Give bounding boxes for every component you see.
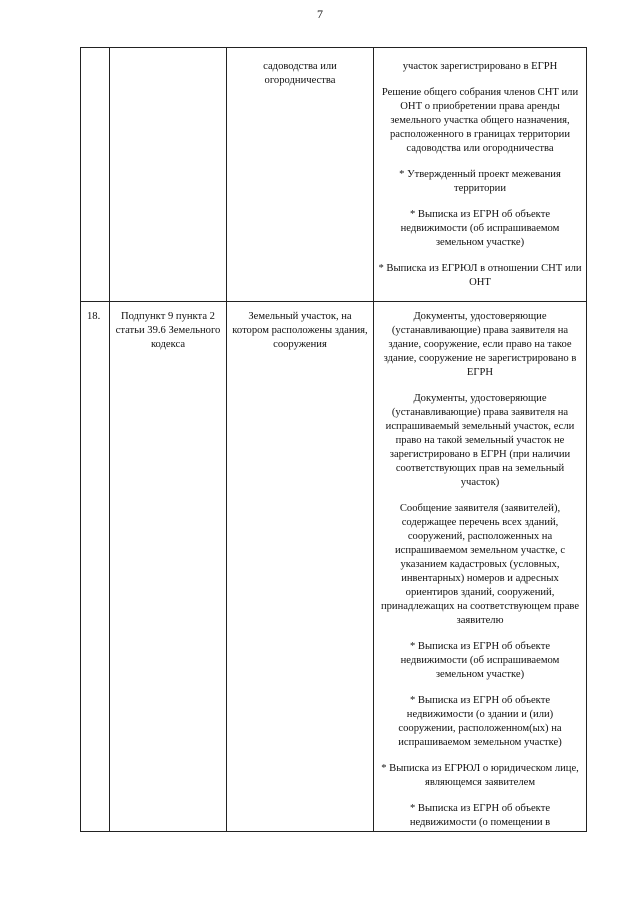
continued-row-subject: садоводства или огородничества [263,61,337,86]
document-item: Документы, удостоверяющие (устанавливающие) права заявителя на здание, сооружение, если право на такое здание, сооружение не зарегистрировано в ЕГРН [383,311,577,378]
page-number: 7 [317,7,323,21]
table-column-divider [373,48,374,831]
document-item: * Выписка из ЕГРН об объекте недвижимости (о здании и (или) сооружении, расположенном(ых) на испрашиваемом земельном участке) [398,695,562,748]
document-table [80,47,587,832]
document-item: Сообщение заявителя (заявителей), содержащее перечень всех зданий, сооружений, расположенных на испрашиваемом земельном участке, с указанием кадастровых (условных, инвентарных) номеров и адресных ориентиров зданий, сооружений, принадлежащих на соответствующем праве заявителю [380,503,580,626]
document-item: * Выписка из ЕГРН об объекте недвижимости (об испрашиваемом земельном участке) [400,209,560,248]
continued-row-documents [377,60,583,302]
row-number: 18. [87,311,101,322]
document-item: Решение общего собрания членов СНТ или ОНТ о приобретении права аренды земельного участка общего назначения, расположенного в границах территории садоводства или огородничества [381,87,579,154]
document-item: * Выписка из ЕГРН об объекте недвижимости (о помещении в [409,803,551,828]
document-item: Документы, удостоверяющие (устанавливающие) права заявителя на испрашиваемый земельный участок, если право на такой земельный участок не зарегистрировано в ЕГРН (при наличии соответствующих прав на земельный участок) [385,393,575,488]
row-subject: Земельный участок, на котором расположены здания, сооружения [232,311,368,350]
document-item: * Выписка из ЕГРЮЛ в отношении СНТ или ОНТ [378,263,582,288]
document-item: * Утвержденный проект межевания территории [399,169,561,194]
row-documents [377,310,583,842]
document-item: * Выписка из ЕГРЮЛ о юридическом лице, являющемся заявителем [381,763,579,788]
document-item: участок зарегистрировано в ЕГРН [402,61,558,72]
document-item: * Выписка из ЕГРН об объекте недвижимости (об испрашиваемом земельном участке) [400,641,560,680]
table-column-divider [226,48,227,831]
table-column-divider [109,48,110,831]
row-legal-basis: Подпункт 9 пункта 2 статьи 39.6 Земельного кодекса [115,311,221,350]
